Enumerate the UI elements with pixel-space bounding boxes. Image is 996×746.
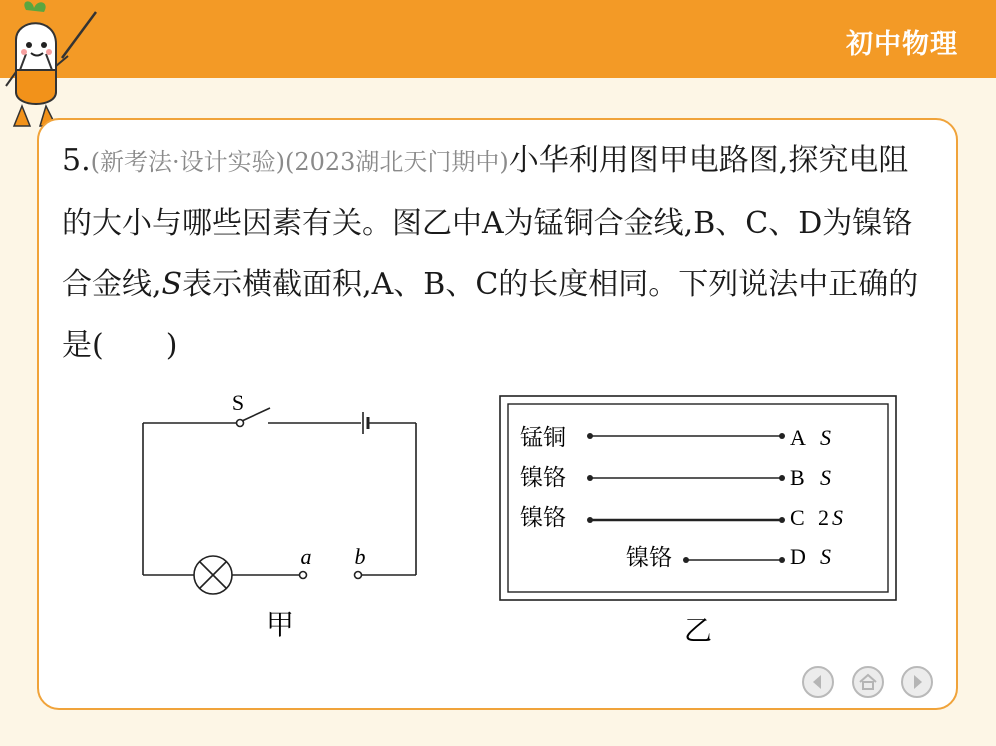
circuit-diagram bbox=[120, 382, 440, 654]
wire-c-material: 镍铬 bbox=[520, 505, 566, 531]
question-source: (新考法·设计实验)(2023湖北天门期中) bbox=[90, 148, 509, 176]
switch bbox=[237, 420, 244, 427]
terminal-a-label: a bbox=[300, 544, 312, 569]
terminal-b bbox=[355, 572, 362, 579]
figure-jia-caption: 甲 bbox=[265, 608, 295, 641]
wire-a-name: A bbox=[790, 425, 806, 450]
wire-a-material: 锰铜 bbox=[520, 425, 566, 451]
area-symbol: S bbox=[161, 267, 183, 302]
wire-d-material: 镍铬 bbox=[626, 545, 672, 571]
mascot-icon bbox=[0, 0, 110, 135]
arrow-left-icon bbox=[804, 668, 832, 696]
home-button[interactable] bbox=[852, 666, 884, 698]
wire-c-area: S bbox=[832, 505, 843, 530]
arrow-right-icon bbox=[903, 668, 931, 696]
wire-b-area: S bbox=[820, 465, 831, 490]
terminal-b-label: b bbox=[354, 544, 366, 569]
question-stem-end: ) bbox=[165, 328, 178, 363]
lamp-icon bbox=[194, 556, 232, 594]
subject-title: 初中物理 bbox=[846, 29, 958, 60]
wire-b-material: 镍铬 bbox=[520, 465, 566, 491]
terminal-a bbox=[300, 572, 307, 579]
switch-label: S bbox=[231, 390, 245, 415]
question-text bbox=[62, 130, 922, 376]
battery-icon bbox=[363, 412, 368, 434]
wire-d-name: D bbox=[790, 544, 806, 569]
wire-d-area: S bbox=[820, 544, 831, 569]
home-icon bbox=[854, 668, 882, 696]
header-bar bbox=[0, 0, 996, 78]
wire-c-area-coef: 2 bbox=[818, 505, 829, 530]
question-stem-1: 小华利用图甲电路图,探究电阻的大小与哪些因素有关。图乙中A为锰铜合金线,B、C、D为镍铬合金线, bbox=[62, 143, 913, 302]
question-number: 5. bbox=[62, 143, 91, 178]
prev-button[interactable] bbox=[802, 666, 834, 698]
wire-a-area: S bbox=[820, 425, 831, 450]
wire-board-diagram bbox=[496, 392, 900, 650]
figure-yi-caption: 乙 bbox=[683, 614, 713, 647]
wire-c-name: C bbox=[790, 505, 805, 530]
wire-b-name: B bbox=[790, 465, 805, 490]
next-button[interactable] bbox=[901, 666, 933, 698]
question-stem-2: 表示横截面积,A、B、C的长度相同。下列说法中正确的是( bbox=[62, 267, 919, 363]
